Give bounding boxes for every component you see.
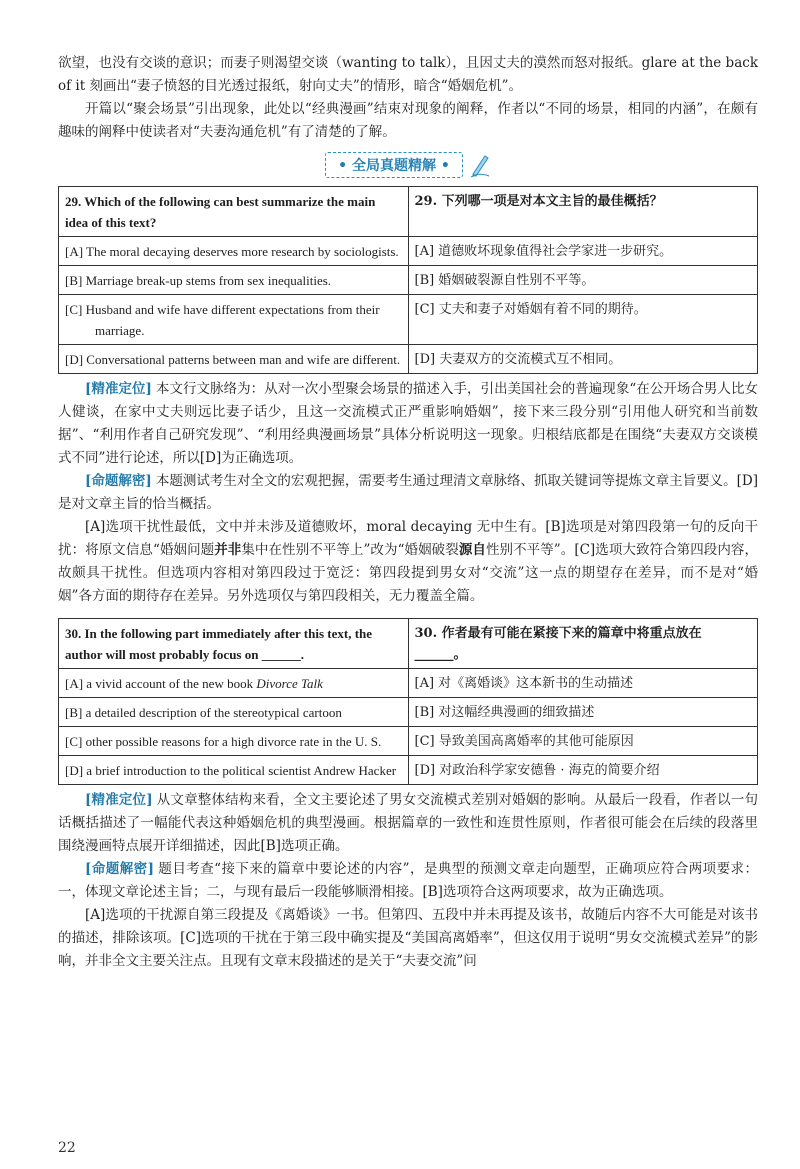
q29-distractor-bold-2: 源自 <box>458 542 486 558</box>
q29-distractor-text-1: [A]选项干扰性最低，文中并未涉及道德败坏，moral decaying 无中生有。[B]选项是对第四段第一句的反向干扰：将原文信息“婚姻问题 <box>58 519 758 558</box>
q30-decode-paragraph <box>58 858 758 904</box>
q30-option-d-en: [D] a brief introduction to the political scientist Andrew Hacker <box>65 763 397 778</box>
q30-option-d-zh: [D] 对政治科学家安德鲁 · 海克的简要介绍 <box>414 763 660 778</box>
q30-option-a-zh: [A] 对《离婚谈》这本新书的生动描述 <box>414 676 634 691</box>
q29-option-c-zh: [C] 丈夫和妻子对婚姻有着不同的期待。 <box>414 302 647 317</box>
q30-option-a-book-title: Divorce Talk <box>256 676 323 691</box>
q29-locate-paragraph <box>58 378 758 470</box>
q29-distractor-text-3: 性别不平等”。[C]选项大致符合第四段内容，故颇具干扰性。但选项内容相对第四段过于宽泛：第四段提到男女对“交流”这一点的期望存在差异，而不是对“婚姻”各方面的期待存在差异。另外选项仅与第四段相关，无力覆盖全篇。 <box>58 542 759 604</box>
table-row <box>59 345 758 374</box>
q29-locate-label: [精准定位] <box>85 381 152 397</box>
q30-stem-zh: 30. 作者最有可能在紧接下来的篇章中将重点放在______。 <box>408 619 758 669</box>
q29-option-c-en: [C] Husband and wife have different expectations from their marriage. <box>65 302 380 338</box>
q30-option-b-en: [B] a detailed description of the stereotypical cartoon <box>65 705 342 720</box>
q29-distractor-paragraph <box>58 516 758 608</box>
intro-paragraph-1: 欲望，也没有交谈的意识；而妻子则渴望交谈（wanting to talk），且因丈夫的漠然而怒对报纸。glare at the back of it 刻画出“妻子愤怒的目光透过报纸，射向丈夫”的情形，暗含“婚姻危机”。 <box>58 55 758 94</box>
q30-decode-label: [命题解密] <box>85 861 154 877</box>
q29-option-b-en: [B] Marriage break-up stems from sex inequalities. <box>65 273 332 288</box>
q29-distractor-text-2: 集中在性别不平等上”改为“婚姻破裂 <box>241 542 459 558</box>
q29-distractor-bold-1: 并非 <box>214 542 242 558</box>
q30-option-c-zh: [C] 导致美国高离婚率的其他可能原因 <box>414 734 634 749</box>
table-row <box>59 669 758 698</box>
q29-decode-text: 本题测试考生对全文的宏观把握，需要考生通过理清文章脉络、抓取关键词等提炼文章主旨要义。[D]是对文章主旨的恰当概括。 <box>58 473 758 512</box>
table-row <box>59 727 758 756</box>
q29-option-a-en: [A] The moral decaying deserves more research by sociologists. <box>65 244 399 259</box>
section-header <box>58 148 758 182</box>
q29-stem-zh: 29. 下列哪一项是对本文主旨的最佳概括？ <box>408 187 758 237</box>
pen-icon <box>469 152 491 178</box>
q30-option-a-en <box>65 673 402 694</box>
q30-locate-text: 从文章整体结构来看，全文主要论述了男女交流模式差别对婚姻的影响。从最后一段看，作者以一句话概括描述了一幅能代表这种婚姻危机的典型漫画。根据篇章的一致性和连贯性原则，作者很可能会在后续的段落里围绕漫画特点展开详细描述，因此[B]选项正确。 <box>58 792 759 854</box>
page-number: 22 <box>58 1140 76 1156</box>
q29-option-a-zh: [A] 道德败坏现象值得社会学家进一步研究。 <box>414 244 673 259</box>
intro-paragraph-2: 开篇以“聚会场景”引出现象，此处以“经典漫画”结束对现象的阐释，作者以“不同的场景，相同的内涵”，在颇有趣味的阐释中使读者对“夫妻沟通危机”有了清楚的了解。 <box>58 101 758 140</box>
q29-locate-text: 本文行文脉络为：从对一次小型聚会场景的描述入手，引出美国社会的普遍现象“在公开场合男人比女人健谈，在家中丈夫则远比妻子话少，且这一交流模式正严重影响婚姻”，接下来三段分别“引用他人研究和当前数据”、“利用作者自己研究发现”、“利用经典漫画场景”具体分析说明这一现象。归根结底都是在围绕“夫妻双方交谈模式不同”进行论述，所以[D]为正确选项。 <box>58 381 758 466</box>
table-row <box>59 295 758 345</box>
table-row <box>59 756 758 785</box>
table-row <box>59 237 758 266</box>
q29-decode-paragraph <box>58 470 758 516</box>
page-content <box>58 52 758 973</box>
q30-option-b-zh: [B] 对这幅经典漫画的细致描述 <box>414 705 595 720</box>
question-29-table <box>58 186 758 374</box>
q29-option-b-zh: [B] 婚姻破裂源自性别不平等。 <box>414 273 595 288</box>
q30-decode-text: 题目考查“接下来的篇章中要论述的内容”，是典型的预测文章走向题型，正确项应符合两项要求：一，体现文章论述主旨；二，与现有最后一段能够顺滑相接。[B]选项符合这两项要求，故为正确选项。 <box>58 861 758 900</box>
table-row <box>59 619 758 669</box>
q30-stem-en: 30. In the following part immediately after this text, the author will most probably focus on ______. <box>59 619 409 669</box>
q29-decode-label: [命题解密] <box>85 473 152 489</box>
section-title: • 全局真题精解 • <box>325 152 463 178</box>
q30-locate-paragraph <box>58 789 758 858</box>
q30-option-a-text: [A] a vivid account of the new book <box>65 676 257 691</box>
q29-option-d-zh: [D] 夫妻双方的交流模式互不相同。 <box>414 352 622 367</box>
q30-option-c-en: [C] other possible reasons for a high divorce rate in the U. S. <box>65 734 382 749</box>
q29-option-d-en: [D] Conversational patterns between man and wife are different. <box>65 352 401 367</box>
table-row <box>59 187 758 237</box>
q30-locate-label: [精准定位] <box>85 792 153 808</box>
table-row <box>59 266 758 295</box>
q29-stem-en: 29. Which of the following can best summarize the main idea of this text? <box>59 187 409 237</box>
question-30-table <box>58 618 758 785</box>
q30-distractor-paragraph: [A]选项的干扰源自第三段提及《离婚谈》一书。但第四、五段中并未再提及该书，故随后内容不大可能是对该书的描述，排除该项。[C]选项的干扰在于第三段中确实提及“美国高离婚率”，但这仅用于说明“男女交流模式差异”的影响，并非全文主要关注点。且现有文章末段描述的是关于“夫妻交流”问 <box>58 907 758 969</box>
table-row <box>59 698 758 727</box>
